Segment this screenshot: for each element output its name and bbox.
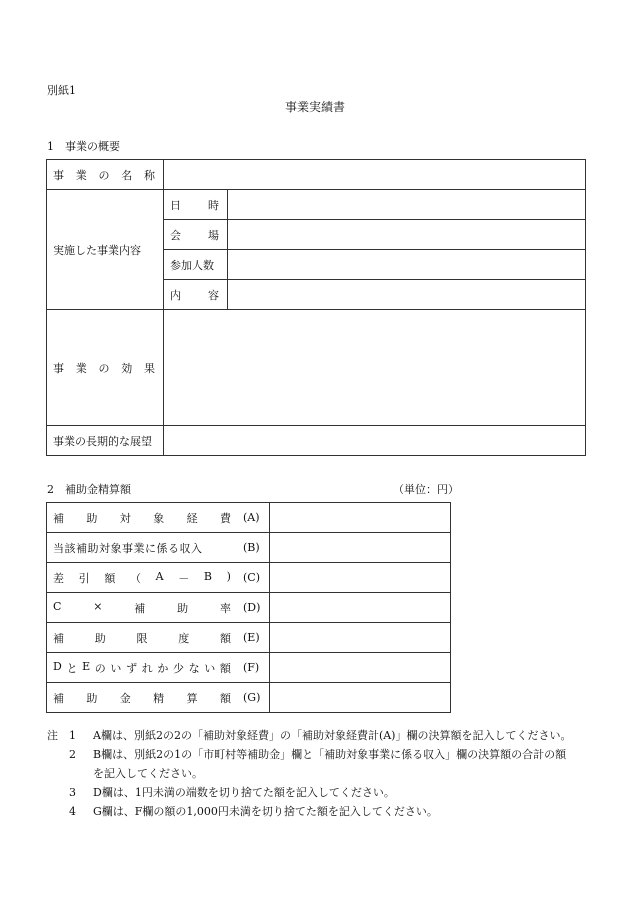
datetime-label: 日 時: [164, 190, 228, 220]
subsidy-row-label: 補 助 対 象 経 費 (A): [47, 503, 270, 533]
document-id: 別紙1: [47, 84, 76, 97]
section2-title: 2 補助金精算額: [47, 483, 131, 496]
effect-label: 事 業 の 効 果: [47, 310, 164, 426]
subsidy-row-value[interactable]: [270, 653, 451, 683]
note-item: 3 D欄は、1円未満の端数を切り捨てた額を記入してください。: [69, 786, 395, 799]
content-field[interactable]: [228, 280, 586, 310]
project-overview-table: [46, 159, 586, 456]
subsidy-row-label: 補 助 限 度 額 (E): [47, 623, 270, 653]
note-continuation: を記入してください。: [93, 767, 203, 780]
participants-label: 参加人数: [164, 250, 228, 280]
subsidy-row-value[interactable]: [270, 533, 451, 563]
project-name-field[interactable]: [164, 160, 586, 190]
notes: [47, 726, 607, 821]
content-label: 内 容: [164, 280, 228, 310]
subsidy-row-value[interactable]: [270, 593, 451, 623]
subsidy-row-value[interactable]: [270, 503, 451, 533]
longterm-label: 事業の長期的な展望: [47, 426, 164, 456]
subsidy-row-label: C × 補 助 率 (D): [47, 593, 270, 623]
project-content-label: 実施した事業内容: [47, 190, 164, 310]
notes-prefix: 注: [47, 729, 58, 742]
subsidy-row-label: 補 助 金 精 算 額 (G): [47, 683, 270, 713]
subsidy-settlement-table: [46, 502, 451, 713]
participants-field[interactable]: [228, 250, 586, 280]
subsidy-row-label: 当該補助対象事業に係る収入 (B): [47, 533, 270, 563]
datetime-field[interactable]: [228, 190, 586, 220]
subsidy-row-value[interactable]: [270, 623, 451, 653]
note-item: 4 G欄は、F欄の額の1,000円未満を切り捨てた額を記入してください。: [69, 805, 438, 818]
page-title: 事業実績書: [284, 100, 345, 114]
subsidy-row-value[interactable]: [270, 683, 451, 713]
venue-label: 会 場: [164, 220, 228, 250]
section1-title: 1 事業の概要: [47, 140, 120, 153]
subsidy-row-value[interactable]: [270, 563, 451, 593]
subsidy-row-label: D と E の い ず れ か 少 な い 額 (F): [47, 653, 270, 683]
effect-field[interactable]: [164, 310, 586, 426]
note-item: 2 B欄は、別紙2の1の「市町村等補助金」欄と「補助対象事業に係る収入」欄の決算額の合計の額: [69, 748, 567, 761]
subsidy-row-label: 差 引 額 （ A － B ) (C): [47, 563, 270, 593]
venue-field[interactable]: [228, 220, 586, 250]
project-name-label: 事 業 の 名 称: [47, 160, 164, 190]
longterm-field[interactable]: [164, 426, 586, 456]
note-item: 注 1 A欄は、別紙2の2の「補助対象経費」の「補助対象経費計(A)」欄の決算額を記入してください。: [47, 726, 607, 745]
unit-label: （単位：円）: [393, 483, 459, 496]
